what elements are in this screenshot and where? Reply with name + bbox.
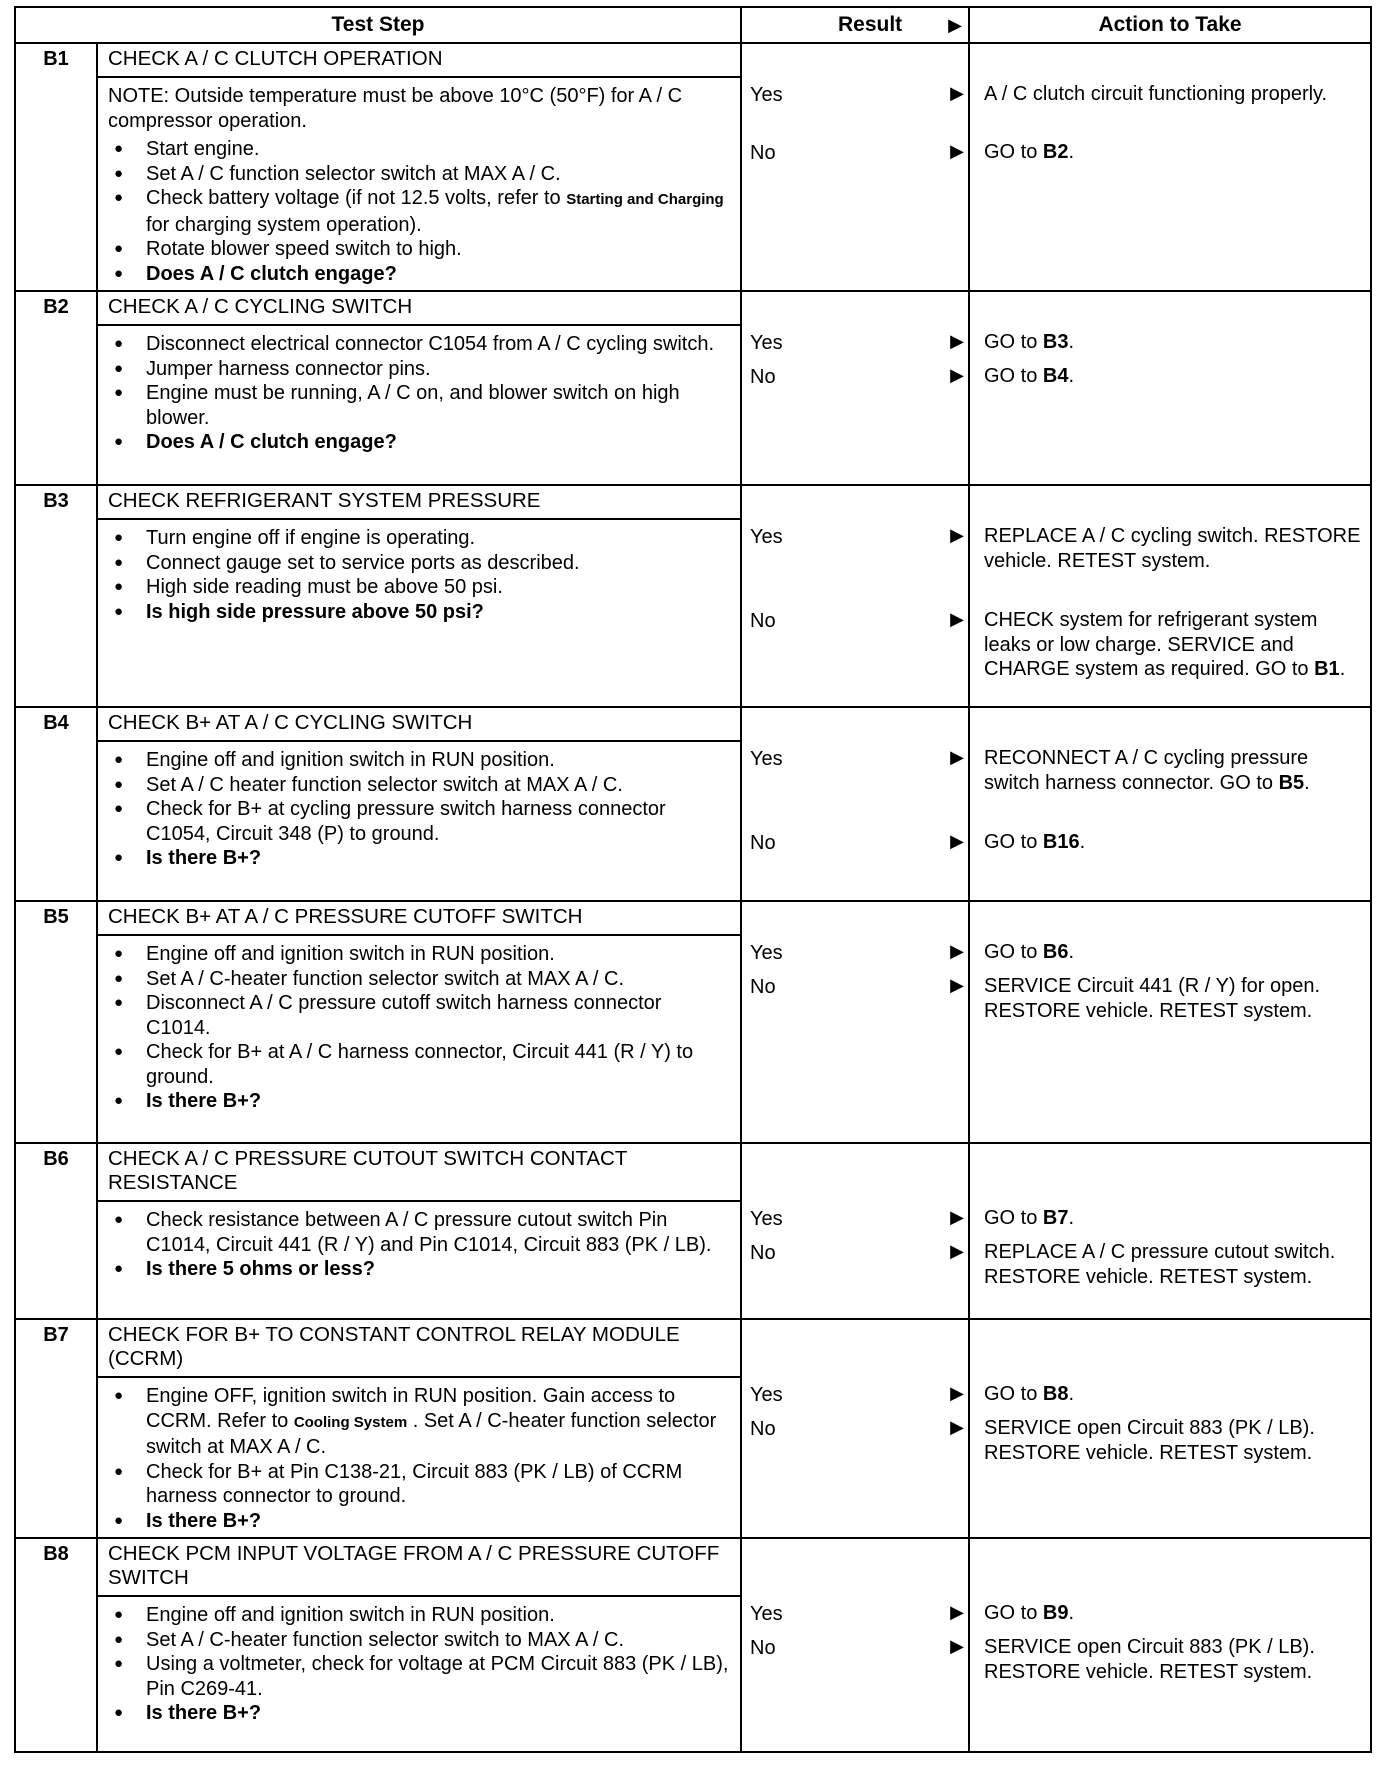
step-bullet: ● Rotate blower speed switch to high. <box>108 237 730 262</box>
step-id: B1 <box>15 43 97 291</box>
action-yes <box>984 330 1362 355</box>
step-bullet: ● Check for B+ at A / C harness connector, Circuit 441 (R / Y) to ground. <box>108 1040 730 1089</box>
step-row-b3 <box>15 485 1371 707</box>
action-text: . <box>1068 1383 1075 1405</box>
step-body <box>98 520 740 628</box>
action-cell <box>969 1538 1371 1752</box>
step-reference: B1 <box>1314 658 1340 680</box>
arrow-right-icon: ▶ <box>950 831 964 851</box>
action-text: GO to <box>984 141 1043 163</box>
action-text: GO to <box>984 1383 1043 1405</box>
action-text: . <box>1068 365 1075 387</box>
step-content <box>97 291 741 485</box>
action-no: SERVICE open Circuit 883 (PK / LB). RESTORE vehicle. RETEST system. <box>984 1636 1315 1683</box>
step-row-b2 <box>15 291 1371 485</box>
step-content <box>97 707 741 901</box>
action-no <box>984 608 1362 682</box>
arrow-right-icon: ▶ <box>950 365 964 385</box>
result-yes: Yes <box>750 84 783 106</box>
action-text: . <box>1079 831 1086 853</box>
action-yes <box>984 1601 1362 1626</box>
action-text: . <box>1339 658 1346 680</box>
action-yes: REPLACE A / C cycling switch. RESTORE vehicle. RETEST system. <box>984 525 1361 572</box>
action-cell <box>969 1143 1371 1319</box>
step-reference: B7 <box>1042 1207 1069 1229</box>
result-no: No <box>750 976 776 998</box>
step-id: B3 <box>15 485 97 707</box>
arrow-right-icon: ▶ <box>950 525 964 545</box>
step-bullet <box>108 186 730 237</box>
step-reference: B5 <box>1278 771 1305 794</box>
arrow-right-icon: ▶ <box>950 1636 964 1656</box>
action-text: GO to <box>984 941 1043 963</box>
step-reference: B2 <box>1042 141 1069 163</box>
action-no <box>984 140 1362 165</box>
result-yes: Yes <box>750 332 783 354</box>
step-id: B5 <box>15 901 97 1143</box>
action-yes: A / C clutch circuit functioning properly. <box>984 83 1328 105</box>
step-row-b7 <box>15 1319 1371 1538</box>
action-text: . <box>1068 941 1075 963</box>
bullet-text: . Set A / C-heater function selector switch at MAX A / C. <box>146 1409 717 1458</box>
result-yes: Yes <box>750 1208 783 1230</box>
arrow-right-icon: ▶ <box>950 975 964 995</box>
diagnostic-table <box>14 6 1372 1753</box>
action-text: . <box>1068 331 1075 353</box>
step-content <box>97 43 741 291</box>
step-row-b4 <box>15 707 1371 901</box>
result-no: No <box>750 1637 776 1659</box>
step-id: B6 <box>15 1143 97 1319</box>
step-question: ● Does A / C clutch engage? <box>108 262 730 287</box>
result-no: No <box>750 142 776 164</box>
step-bullet: ● Start engine. <box>108 137 730 162</box>
step-bullet: ● Check resistance between A / C pressure cutout switch Pin C1014, Circuit 441 (R / Y) and Pin C1014, Circuit 883 (PK / LB). <box>108 1208 730 1257</box>
step-bullet: ● Set A / C function selector switch at MAX A / C. <box>108 162 730 187</box>
diagnostic-table-page <box>14 6 1370 1753</box>
step-body <box>98 1202 740 1286</box>
action-no: SERVICE open Circuit 883 (PK / LB). RESTORE vehicle. RETEST system. <box>984 1417 1315 1464</box>
step-title: CHECK PCM INPUT VOLTAGE FROM A / C PRESSURE CUTOFF SWITCH <box>98 1539 740 1597</box>
header-result-label: Result <box>838 13 903 36</box>
result-cell <box>741 43 969 291</box>
action-cell <box>969 485 1371 707</box>
result-yes: Yes <box>750 526 783 548</box>
step-bullet: ● Set A / C-heater function selector switch at MAX A / C. <box>108 967 730 992</box>
step-bullet: ● Engine off and ignition switch in RUN position. <box>108 748 730 773</box>
step-body <box>98 742 740 875</box>
action-no: SERVICE Circuit 441 (R / Y) for open. RESTORE vehicle. RETEST system. <box>984 975 1321 1022</box>
result-cell <box>741 1143 969 1319</box>
step-bullet: ● Connect gauge set to service ports as described. <box>108 551 730 576</box>
reference-link: Cooling System <box>293 1413 408 1431</box>
action-yes <box>984 1206 1362 1231</box>
step-note: NOTE: Outside temperature must be above 10°C (50°F) for A / C compressor operation. <box>108 85 683 132</box>
step-title: CHECK A / C PRESSURE CUTOUT SWITCH CONTACT RESISTANCE <box>98 1144 740 1202</box>
step-body <box>98 1597 740 1730</box>
header-test-step: Test Step <box>15 7 741 43</box>
result-no: No <box>750 832 776 854</box>
step-id: B8 <box>15 1538 97 1752</box>
step-question: ● Is there B+? <box>108 1701 730 1726</box>
step-reference: B6 <box>1042 941 1069 963</box>
action-cell <box>969 1319 1371 1538</box>
result-yes: Yes <box>750 748 783 770</box>
action-text: . <box>1068 1207 1075 1229</box>
action-text: CHECK system for refrigerant system leaks or low charge. SERVICE and CHARGE system as required. GO to <box>984 609 1318 680</box>
step-title: CHECK A / C CLUTCH OPERATION <box>98 44 740 78</box>
step-bullet: ● Engine off and ignition switch in RUN position. <box>108 942 730 967</box>
step-bullet: ● Set A / C heater function selector switch at MAX A / C. <box>108 773 730 798</box>
action-cell <box>969 43 1371 291</box>
step-bullet: ● Disconnect electrical connector C1054 from A / C cycling switch. <box>108 332 730 357</box>
step-reference: B16 <box>1042 831 1080 853</box>
step-content <box>97 1143 741 1319</box>
step-title: CHECK REFRIGERANT SYSTEM PRESSURE <box>98 486 740 520</box>
arrow-right-icon: ▶ <box>950 747 964 767</box>
result-cell <box>741 1538 969 1752</box>
result-cell <box>741 485 969 707</box>
step-body <box>98 326 740 459</box>
step-question: ● Is there 5 ohms or less? <box>108 1257 730 1282</box>
step-title: CHECK B+ AT A / C PRESSURE CUTOFF SWITCH <box>98 902 740 936</box>
step-content <box>97 485 741 707</box>
step-bullet: ● Check for B+ at cycling pressure switch harness connector C1054, Circuit 348 (P) to ground. <box>108 797 730 846</box>
result-no: No <box>750 610 776 632</box>
action-text: GO to <box>984 831 1043 853</box>
action-text: . <box>1304 771 1310 794</box>
action-text: GO to <box>984 365 1043 387</box>
step-bullet: ● Jumper harness connector pins. <box>108 357 730 382</box>
step-bullet <box>108 1384 730 1460</box>
result-yes: Yes <box>750 1603 783 1625</box>
result-cell <box>741 1319 969 1538</box>
action-cell <box>969 901 1371 1143</box>
bullet-text: Check battery voltage (if not 12.5 volts, refer to <box>146 187 567 209</box>
action-text: . <box>1068 141 1075 163</box>
step-bullet: ● Engine off and ignition switch in RUN position. <box>108 1603 730 1628</box>
step-question: ● Is there B+? <box>108 1089 730 1114</box>
step-row-b1 <box>15 43 1371 291</box>
result-yes: Yes <box>750 942 783 964</box>
step-bullet: ● Using a voltmeter, check for voltage at PCM Circuit 883 (PK / LB), Pin C269-41. <box>108 1652 730 1701</box>
header-action: Action to Take <box>969 7 1371 43</box>
arrow-right-icon: ▶ <box>950 1383 964 1403</box>
result-cell <box>741 707 969 901</box>
step-body <box>98 78 740 290</box>
step-reference: B8 <box>1042 1383 1069 1405</box>
bullet-text: for charging system operation). <box>146 213 422 236</box>
action-yes <box>984 940 1362 965</box>
action-text: GO to <box>984 1602 1043 1624</box>
action-text: GO to <box>984 331 1043 353</box>
action-no <box>984 364 1362 389</box>
step-bullet: ● High side reading must be above 50 psi. <box>108 575 730 600</box>
arrow-right-icon: ▶ <box>950 141 964 161</box>
arrow-right-icon: ▶ <box>950 331 964 351</box>
arrow-right-icon: ▶ <box>950 1417 964 1437</box>
action-yes <box>984 1382 1362 1407</box>
header-result <box>741 7 969 43</box>
action-no: REPLACE A / C pressure cutout switch. RESTORE vehicle. RETEST system. <box>984 1241 1336 1288</box>
result-no: No <box>750 1418 776 1440</box>
arrow-right-icon: ▶ <box>950 1602 964 1622</box>
step-id: B4 <box>15 707 97 901</box>
step-row-b6 <box>15 1143 1371 1319</box>
step-bullet: ● Set A / C-heater function selector switch to MAX A / C. <box>108 1628 730 1653</box>
result-cell <box>741 291 969 485</box>
step-title: CHECK B+ AT A / C CYCLING SWITCH <box>98 708 740 742</box>
step-question: ● Is there B+? <box>108 846 730 871</box>
arrow-right-icon: ▶ <box>950 83 964 103</box>
bullet-text: Engine OFF, ignition switch in RUN position. Gain access to CCRM. Refer to <box>146 1385 676 1432</box>
result-yes: Yes <box>750 1384 783 1406</box>
step-content <box>97 1319 741 1538</box>
result-no: No <box>750 1242 776 1264</box>
step-title: CHECK A / C CYCLING SWITCH <box>98 292 740 326</box>
step-reference: B9 <box>1042 1602 1069 1624</box>
arrow-right-icon: ▶ <box>950 609 964 629</box>
step-bullet: ● Engine must be running, A / C on, and blower switch on high blower. <box>108 381 730 430</box>
arrow-right-icon: ▶ <box>950 1207 964 1227</box>
action-text: . <box>1068 1602 1075 1624</box>
step-reference: B4 <box>1042 365 1069 387</box>
action-cell <box>969 291 1371 485</box>
step-bullet: ● Disconnect A / C pressure cutoff switch harness connector C1014. <box>108 991 730 1040</box>
arrow-right-icon: ▶ <box>950 941 964 961</box>
step-row-b8 <box>15 1538 1371 1752</box>
reference-link: Starting and Charging <box>566 191 724 208</box>
arrow-right-icon: ▶ <box>948 15 962 35</box>
step-body <box>98 1378 740 1537</box>
step-bullet: ● Check for B+ at Pin C138-21, Circuit 883 (PK / LB) of CCRM harness connector to ground. <box>108 1460 730 1509</box>
header-row <box>15 7 1371 43</box>
step-question: ● Does A / C clutch engage? <box>108 430 730 455</box>
step-id: B7 <box>15 1319 97 1538</box>
step-reference: B3 <box>1042 331 1069 353</box>
action-no <box>984 830 1362 855</box>
action-text: GO to <box>984 1207 1043 1229</box>
step-content <box>97 1538 741 1752</box>
result-no: No <box>750 366 776 388</box>
action-yes <box>984 746 1362 795</box>
step-id: B2 <box>15 291 97 485</box>
step-row-b5 <box>15 901 1371 1143</box>
result-cell <box>741 901 969 1143</box>
step-title: CHECK FOR B+ TO CONSTANT CONTROL RELAY MODULE (CCRM) <box>98 1320 740 1378</box>
step-bullet: ● Turn engine off if engine is operating. <box>108 526 730 551</box>
action-text: RECONNECT A / C cycling pressure switch harness connector. GO to <box>984 747 1309 794</box>
step-question: ● Is there B+? <box>108 1509 730 1534</box>
step-question: ● Is high side pressure above 50 psi? <box>108 600 730 625</box>
arrow-right-icon: ▶ <box>950 1241 964 1261</box>
step-content <box>97 901 741 1143</box>
action-cell <box>969 707 1371 901</box>
step-body <box>98 936 740 1118</box>
